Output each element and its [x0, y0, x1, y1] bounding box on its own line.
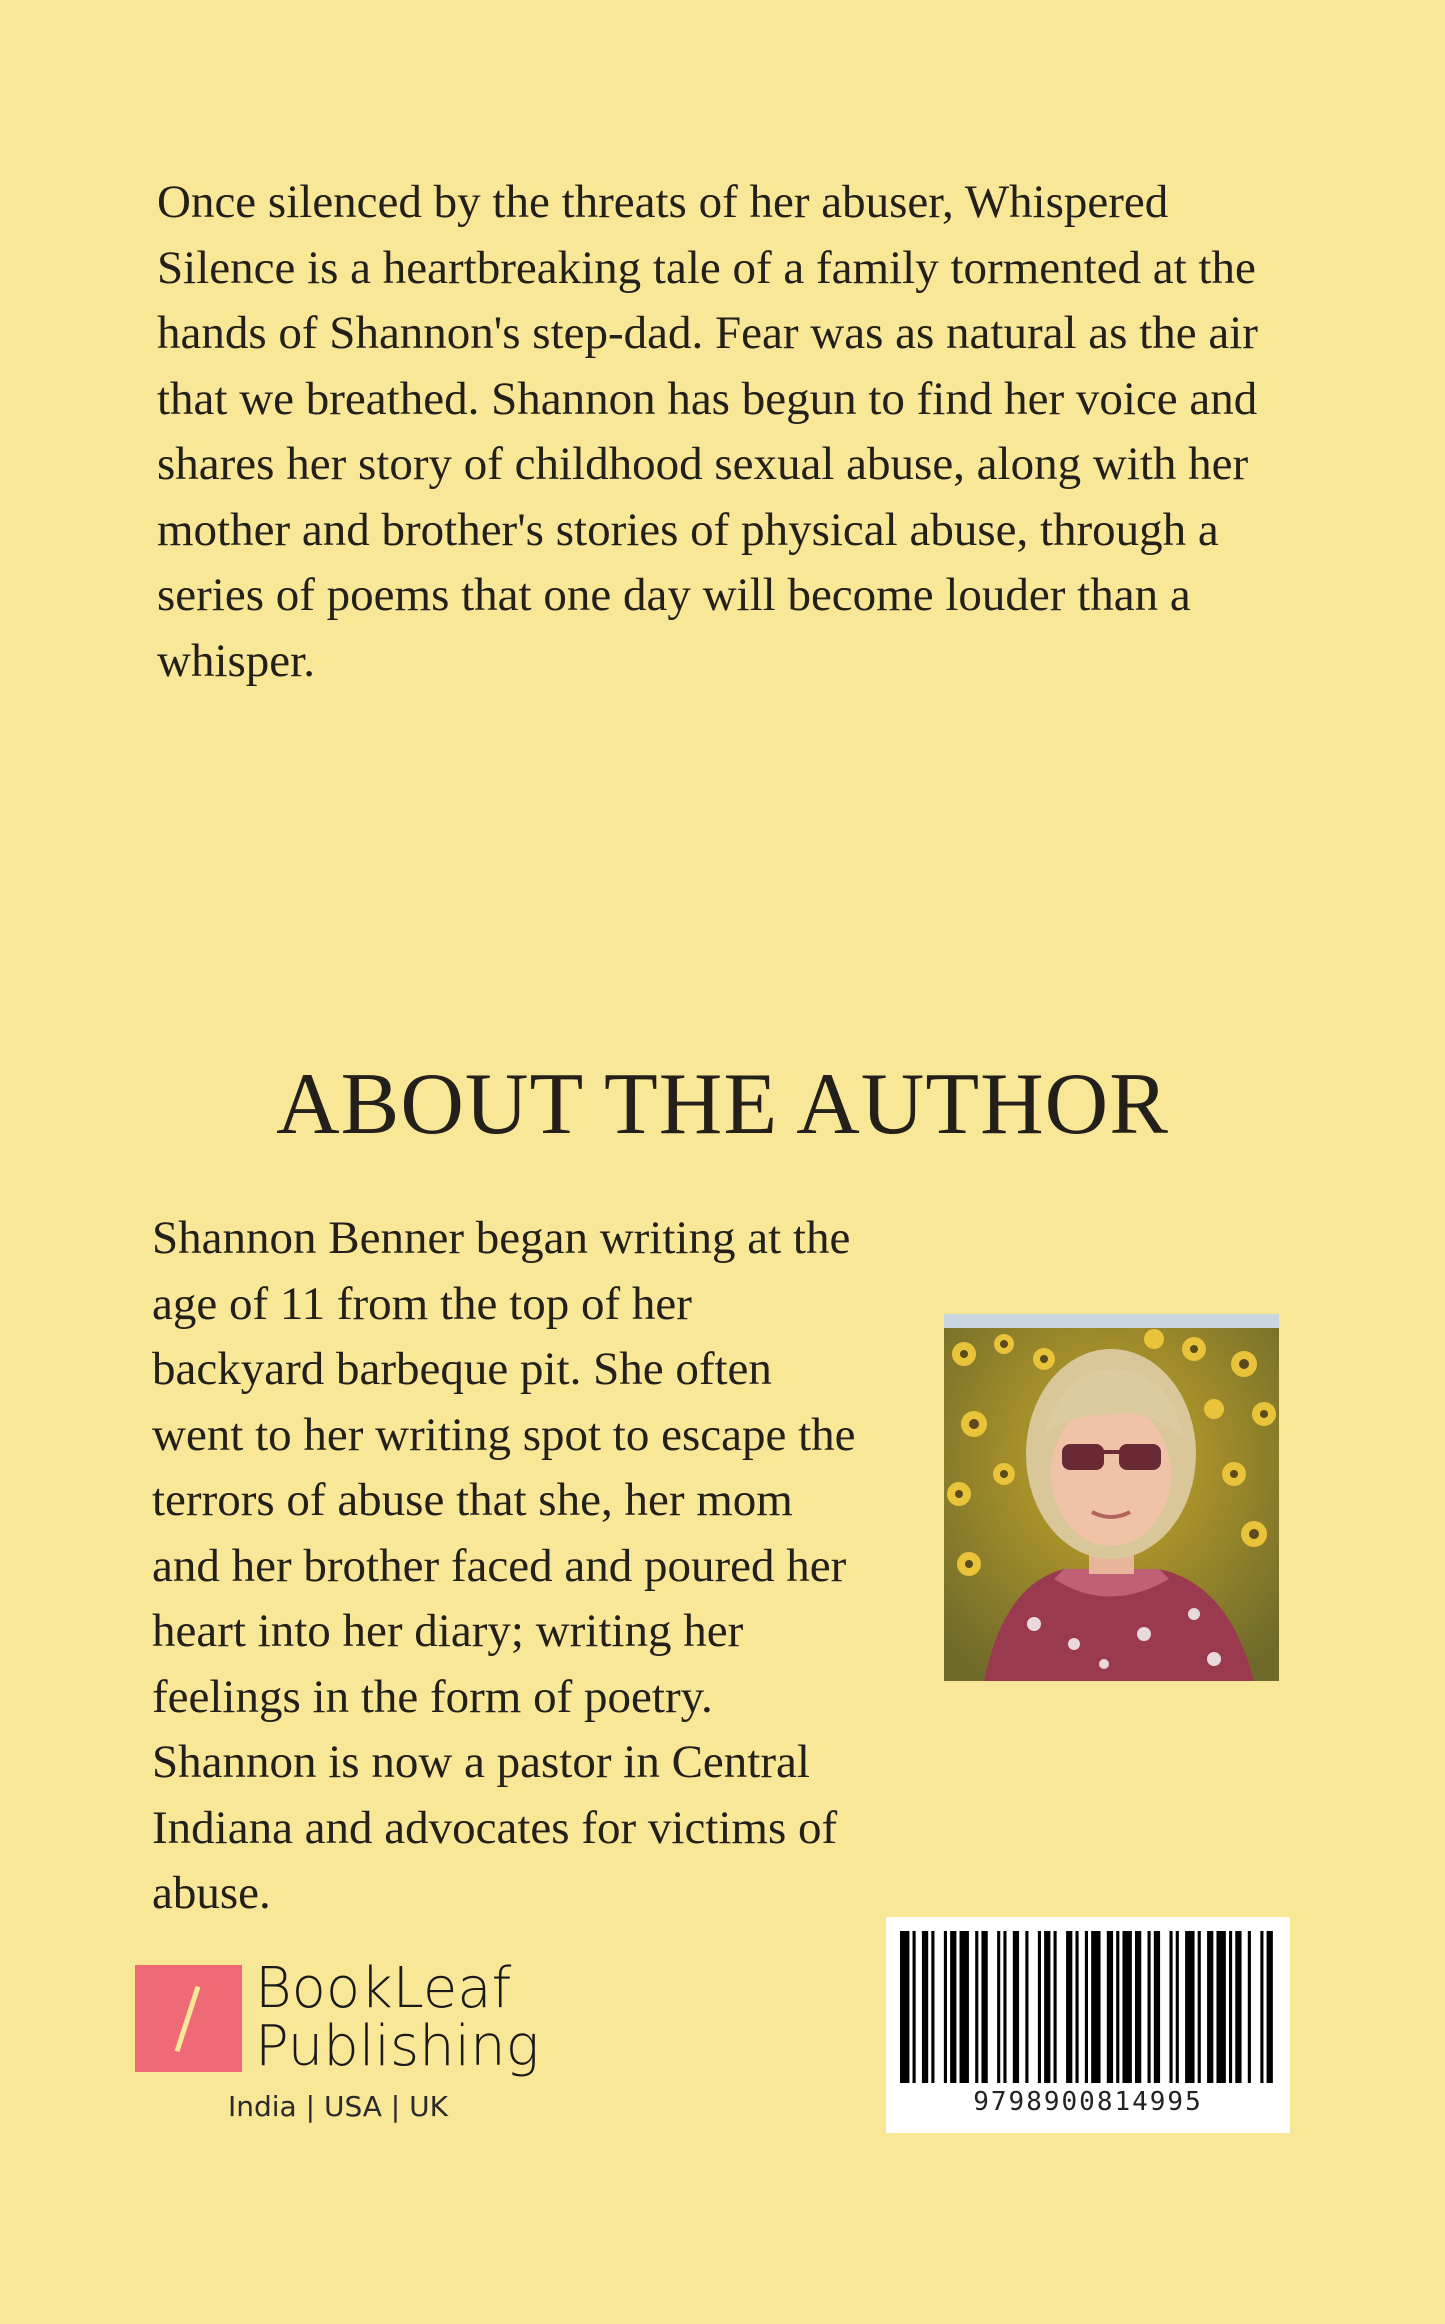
barcode-bar — [1122, 1931, 1131, 2083]
barcode-bar — [1066, 1931, 1072, 2083]
barcode-bar — [1216, 1931, 1225, 2083]
isbn-number: 9798900814995 — [973, 2087, 1203, 2117]
barcode-bar — [981, 1931, 987, 2083]
barcode-bar — [1169, 1931, 1172, 2083]
about-author-heading: ABOUT THE AUTHOR — [276, 1056, 1169, 1153]
barcode-bar — [1044, 1931, 1050, 2083]
barcode-bar — [975, 1931, 978, 2083]
barcode-bar — [1260, 1931, 1263, 2083]
barcode-bar — [950, 1931, 956, 2083]
barcode-bar — [944, 1931, 947, 2083]
barcode-bar — [1176, 1931, 1179, 2083]
barcode-bar — [922, 1931, 928, 2083]
barcode-bar — [1038, 1931, 1041, 2083]
publisher-name-line2: Publishing — [255, 2014, 540, 2079]
barcode-bar — [1085, 1931, 1088, 2083]
barcode-bar — [1148, 1931, 1151, 2083]
isbn-barcode — [886, 1917, 1290, 2133]
publisher-logo — [135, 1956, 555, 2140]
barcode-bar — [900, 1931, 909, 2083]
publisher-name — [255, 1956, 540, 2079]
author-bio: Shannon Benner began writing at the age of 11 from the top of her backyard barbeque pit. She often went to her writing spot to escape the terrors of abuse that she, her mom and her brother faced and poured her heart into her diary; writing her feelings in the form of poetry. Shannon is now a pastor in Central Indiana and advocates for victims of abuse. — [152, 1212, 856, 1919]
barcode-bar — [997, 1931, 1000, 2083]
barcode-bar — [1267, 1931, 1273, 2083]
barcode-bar — [1003, 1931, 1006, 2083]
barcode-bar — [1075, 1931, 1078, 2083]
barcode-bar — [913, 1931, 916, 2083]
publisher-regions: India | USA | UK — [228, 2090, 448, 2123]
barcode-bar — [1025, 1931, 1028, 2083]
barcode-bar — [1116, 1931, 1119, 2083]
barcode-bar — [1013, 1931, 1019, 2083]
barcode-bar — [1154, 1931, 1160, 2083]
barcode-bar — [1207, 1931, 1213, 2083]
barcode-bar — [960, 1931, 969, 2083]
barcode-bar — [1185, 1931, 1194, 2083]
bookleaf-mark-icon — [135, 1965, 242, 2072]
back-cover-blurb: Once silenced by the threats of her abuser, Whispered Silence is a heartbreaking tale of a family tormented at the hands of Shannon's step-dad. Fear was as natural as the air that we breathed. Shannon has begun to find her voice and shares her story of childhood sexual abuse, along with her mother and brother's stories of physical abuse, through a series of poems that one day will become louder than a whisper. — [157, 176, 1258, 687]
barcode-bar — [931, 1931, 934, 2083]
publisher-name-line1: BookLeaf — [255, 1956, 512, 2021]
barcode-bar — [1229, 1931, 1232, 2083]
author-photo — [944, 1314, 1279, 1681]
barcode-bar — [1054, 1931, 1057, 2083]
barcode-bar — [1248, 1931, 1251, 2083]
barcode-bar — [1107, 1931, 1113, 2083]
barcode-bar — [1198, 1931, 1201, 2083]
barcode-bar — [1091, 1931, 1100, 2083]
barcode-bars — [900, 1931, 1276, 2083]
barcode-bar — [1135, 1931, 1141, 2083]
barcode-bar — [1235, 1931, 1241, 2083]
